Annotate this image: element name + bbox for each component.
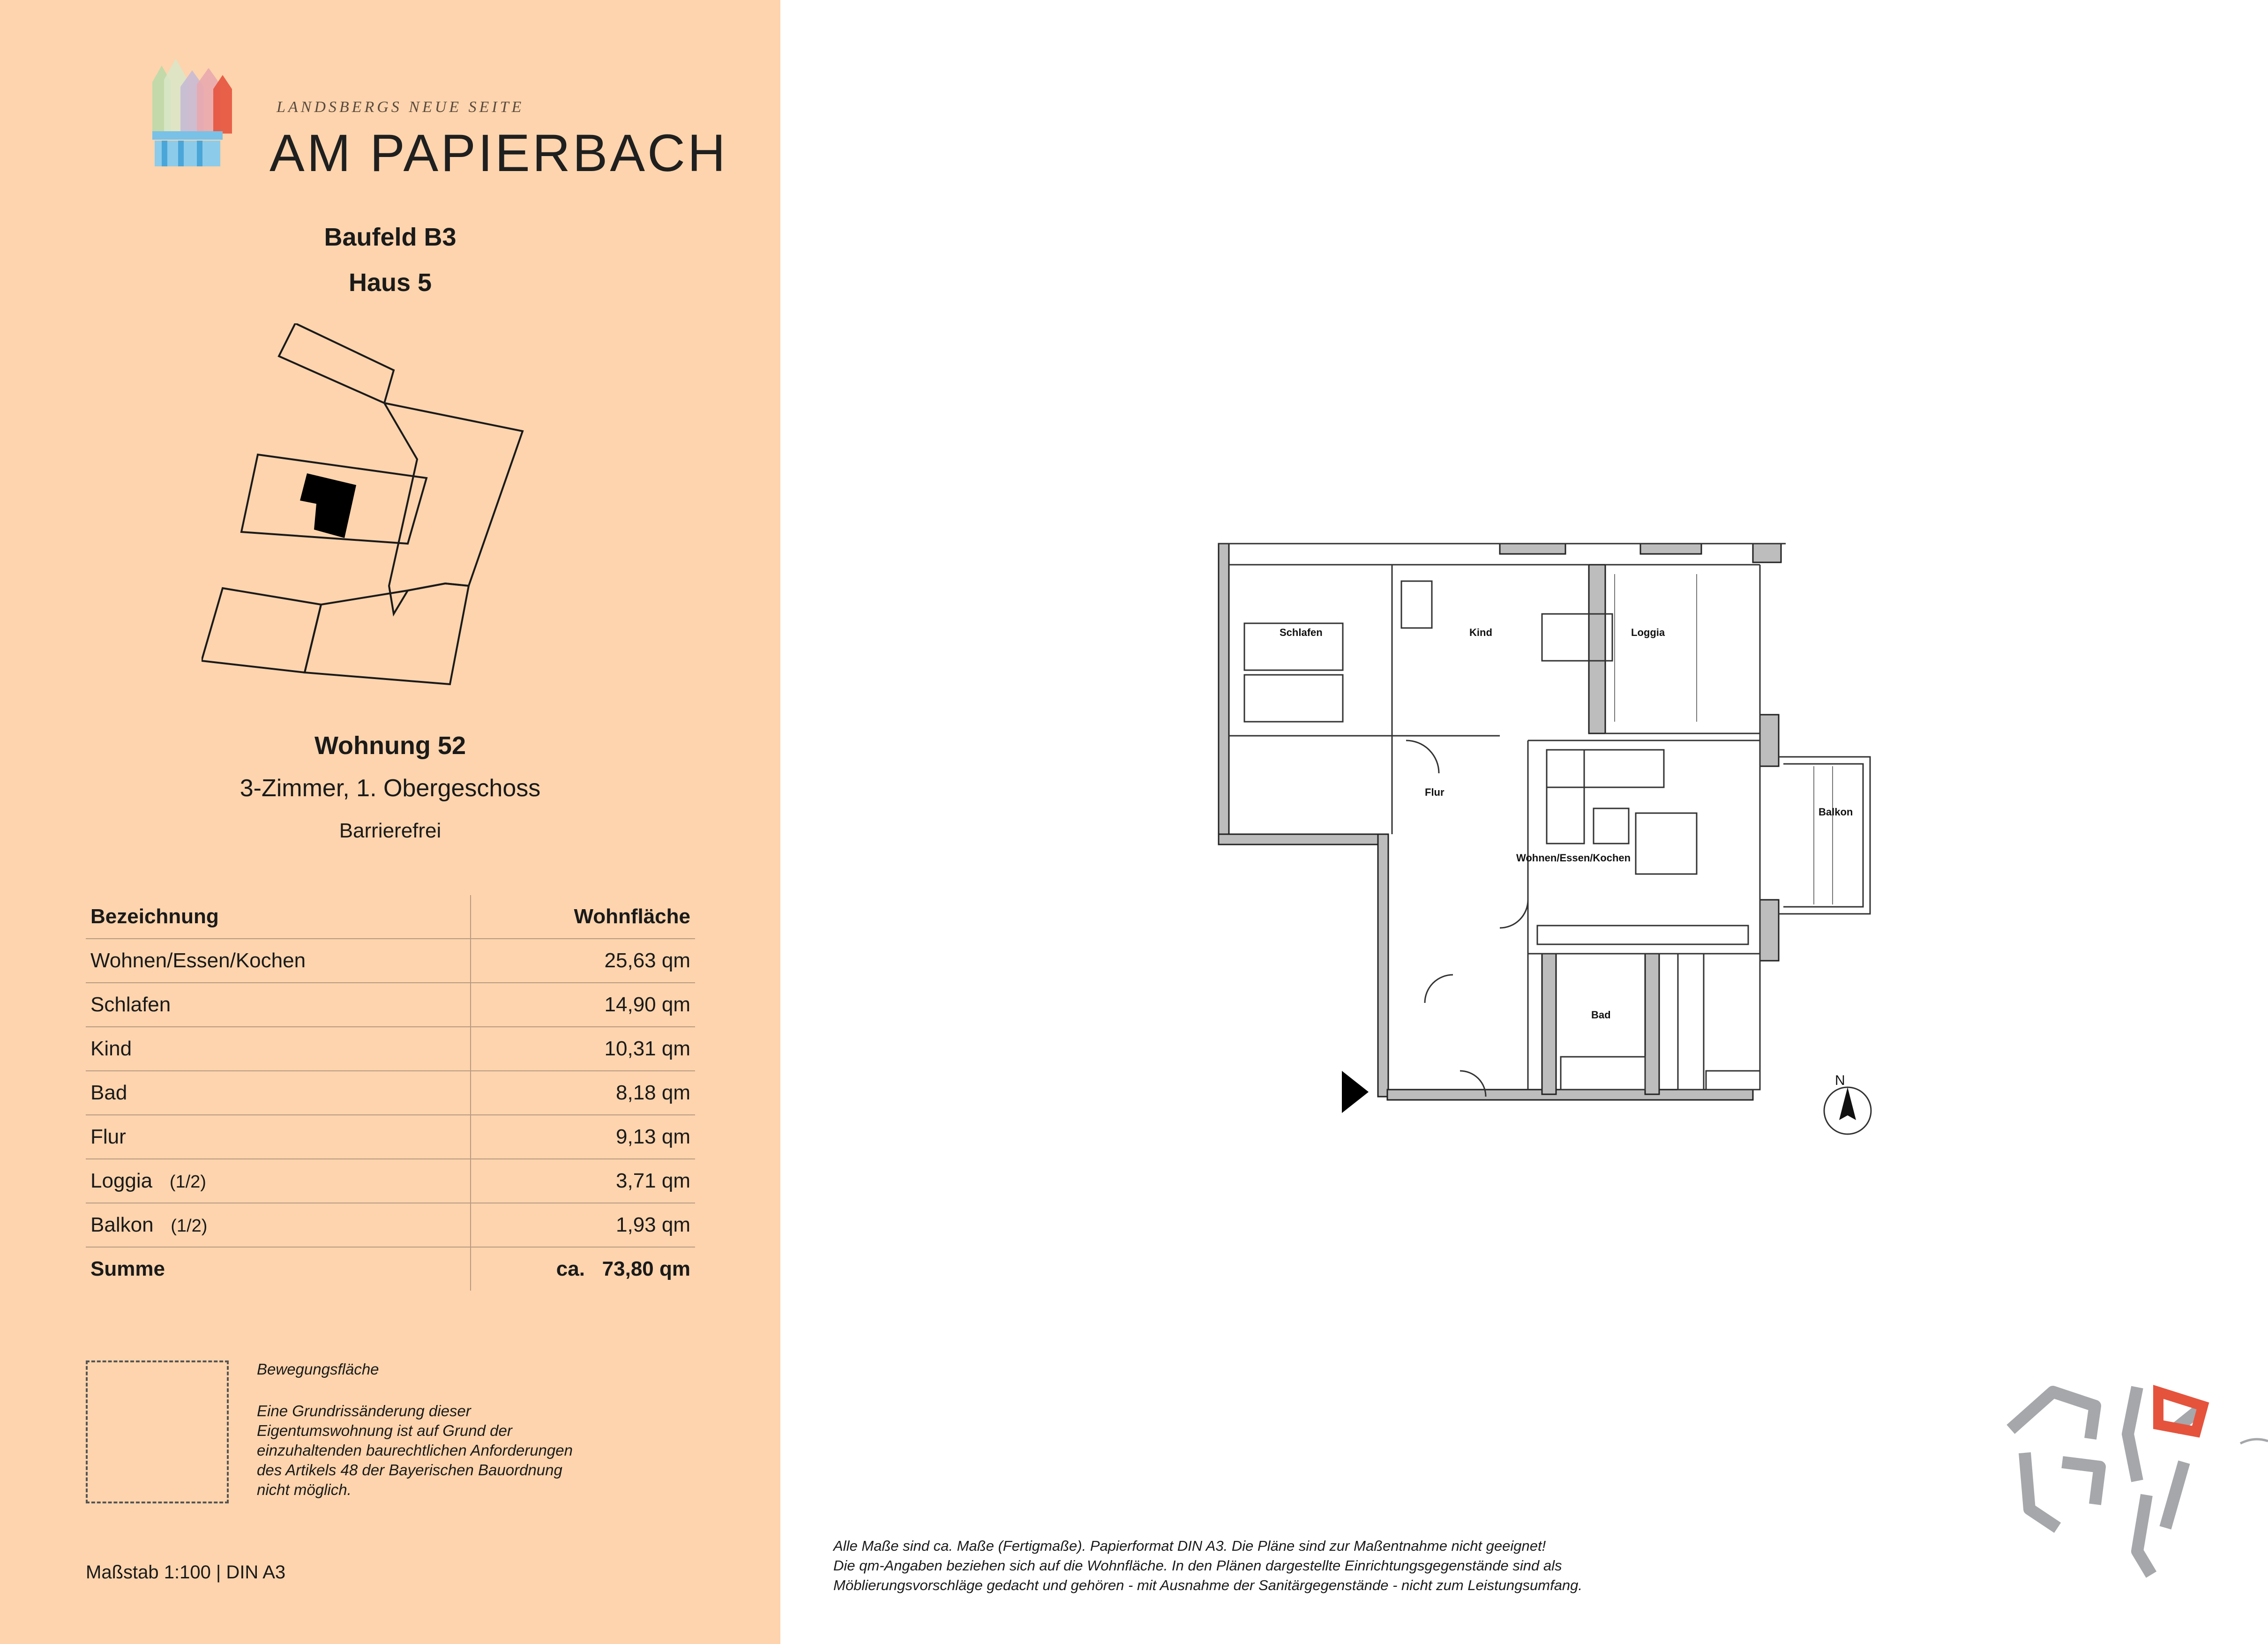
info-sidebar bbox=[0, 0, 780, 1644]
table-row bbox=[86, 1115, 695, 1159]
room-name: Flur bbox=[90, 1125, 126, 1148]
room-area: 14,90 qm bbox=[471, 983, 695, 1027]
room-area: 10,31 qm bbox=[471, 1027, 695, 1071]
table-row bbox=[86, 1203, 695, 1247]
north-arrow-icon bbox=[1824, 1073, 1871, 1134]
header-wohnflaeche: Wohnfläche bbox=[471, 895, 695, 939]
disclaimer-line: Die qm-Angaben beziehen sich auf die Wohnfläche. In den Plänen dargestellte Einrichtungsgegenstände sind als bbox=[833, 1557, 1562, 1574]
entrance-arrow-icon bbox=[1342, 1071, 1369, 1113]
header-bezeichnung: Bezeichnung bbox=[86, 895, 471, 939]
room-area: 25,63 qm bbox=[471, 939, 695, 983]
room-name: Loggia bbox=[90, 1169, 153, 1192]
room-area: 3,71 qm bbox=[471, 1159, 695, 1203]
table-row bbox=[86, 939, 695, 983]
north-label: N bbox=[1835, 1073, 1845, 1088]
table-sum-row bbox=[86, 1247, 695, 1291]
room-label-loggia: Loggia bbox=[1631, 627, 1665, 638]
disclaimer-line: Möblierungsvorschläge gedacht und gehören - mit Ausnahme der Sanitärgegenstände - nicht zum Leistungsumfang. bbox=[833, 1577, 1583, 1593]
room-label-wohnen: Wohnen/Essen/Kochen bbox=[1516, 852, 1631, 864]
room-note: (1/2) bbox=[169, 1172, 206, 1192]
room-area: 8,18 qm bbox=[471, 1071, 695, 1115]
brand-title: AM PAPIERBACH bbox=[269, 124, 728, 182]
room-label-balkon: Balkon bbox=[1819, 806, 1853, 818]
highlighted-unit bbox=[300, 473, 356, 538]
room-name: Schlafen bbox=[90, 993, 171, 1016]
haus-label: Haus 5 bbox=[348, 269, 432, 297]
movement-area-swatch bbox=[86, 1360, 229, 1503]
legend-note: Eine Grundrissänderung dieser Eigentumswohnung ist auf Grund der einzuhaltenden baurechtlichen Anforderungen des Artikels 48 der Bayerischen Bauordnung nicht möglich. bbox=[257, 1402, 573, 1498]
room-name: Bad bbox=[90, 1081, 127, 1104]
room-name: Kind bbox=[90, 1037, 132, 1060]
logo-houses-icon bbox=[152, 54, 234, 171]
room-label-kind: Kind bbox=[1469, 627, 1492, 638]
table-row bbox=[86, 983, 695, 1027]
area-table bbox=[86, 895, 695, 1291]
room-label-schlafen: Schlafen bbox=[1280, 627, 1323, 638]
unit-accessibility: Barrierefrei bbox=[339, 819, 442, 842]
table-row bbox=[86, 1027, 695, 1071]
room-label-flur: Flur bbox=[1425, 786, 1445, 798]
building-site-plan bbox=[202, 323, 539, 689]
table-row bbox=[86, 1071, 695, 1115]
room-area: 1,93 qm bbox=[471, 1203, 695, 1247]
sum-area: 73,80 qm bbox=[602, 1257, 690, 1280]
sum-prefix: ca. bbox=[556, 1257, 585, 1280]
brand-tagline: LANDSBERGS NEUE SEITE bbox=[277, 98, 524, 116]
sum-label: Summe bbox=[86, 1247, 471, 1291]
unit-rooms-floor: 3-Zimmer, 1. Obergeschoss bbox=[240, 775, 541, 802]
disclaimer bbox=[833, 1536, 1958, 1595]
room-area: 9,13 qm bbox=[471, 1115, 695, 1159]
table-header-row bbox=[86, 895, 695, 939]
room-name: Balkon bbox=[90, 1213, 154, 1236]
unit-name: Wohnung 52 bbox=[314, 732, 466, 760]
disclaimer-line: Alle Maße sind ca. Maße (Fertigmaße). Papierformat DIN A3. Die Pläne sind zur Maßentnahme nicht geeignet! bbox=[833, 1538, 1546, 1554]
scale-label: Maßstab 1:100 | DIN A3 bbox=[86, 1562, 286, 1583]
legend-title: Bewegungsfläche bbox=[257, 1360, 379, 1378]
room-label-bad: Bad bbox=[1591, 1009, 1611, 1021]
table-row bbox=[86, 1159, 695, 1203]
room-name: Wohnen/Essen/Kochen bbox=[90, 949, 306, 972]
room-note: (1/2) bbox=[171, 1216, 208, 1236]
baufeld-label: Baufeld B3 bbox=[324, 223, 457, 251]
floor-plan bbox=[1209, 534, 1884, 1143]
city-map-icon bbox=[1997, 1373, 2268, 1584]
